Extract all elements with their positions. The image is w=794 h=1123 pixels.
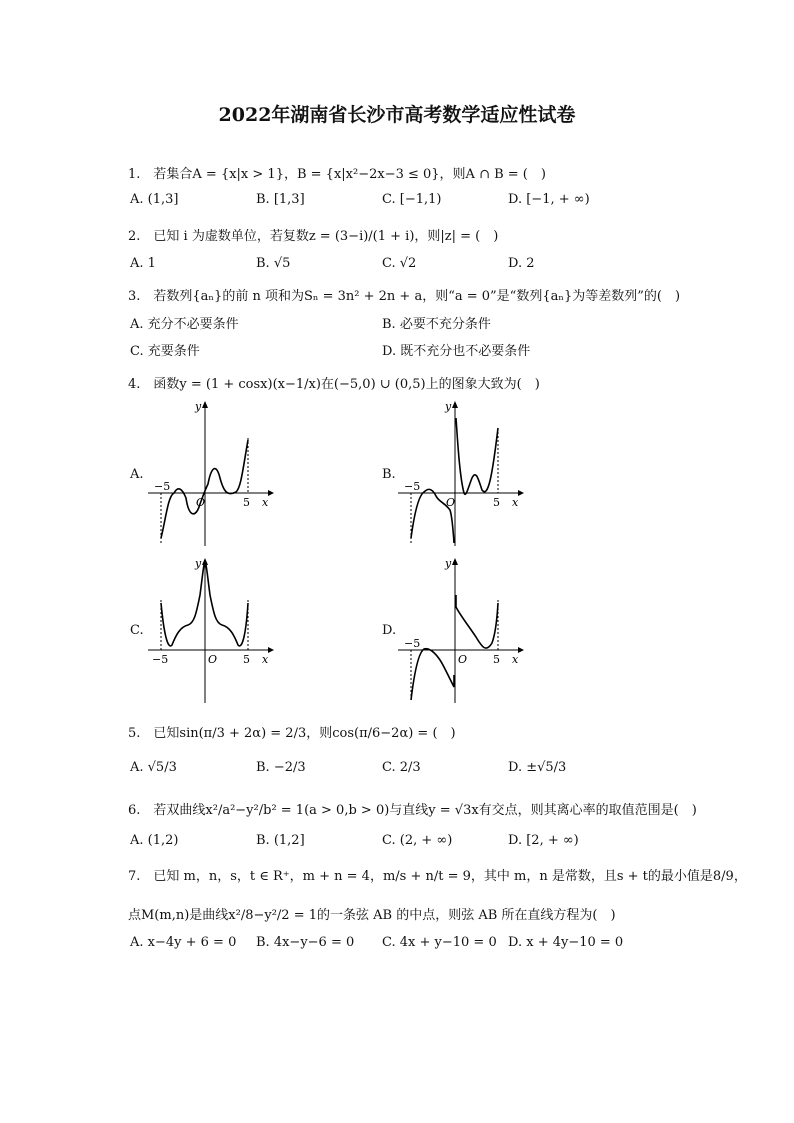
q5-option-d: D. ±√5/3 <box>508 760 567 775</box>
question-5: 5. 已知sin(π/3 + 2α) = 2/3，则cos(π/6−2α) = ( ) <box>128 726 456 741</box>
question-4: 4. 函数y = (1 + cosx)(x−1/x)在(−5,0) ∪ (0,5)上的图象大致为( ) <box>128 377 540 392</box>
graph-b-neg5: −5 <box>404 480 421 493</box>
question-7-cont: 点M(m,n)是曲线x²/8−y²/2 = 1的一条弦 AB 的中点，则弦 AB 所在直线方程为( ) <box>128 908 616 923</box>
graph-b-y-label: y <box>445 400 452 413</box>
q4-option-c: C. <box>130 623 144 638</box>
q3-option-c: C. 充要条件 <box>130 344 200 359</box>
graph-d-origin: O <box>458 653 468 666</box>
q4-option-b: B. <box>382 467 396 482</box>
graph-c-y-label: y <box>195 557 202 570</box>
graph-d-neg5: −5 <box>404 637 421 650</box>
graph-d-x-label: x <box>512 653 519 666</box>
q2-option-c: C. √2 <box>382 256 417 271</box>
q4-option-a: A. <box>130 467 144 482</box>
page-title: 2022年湖南省长沙市高考数学适应性试卷 <box>218 104 576 126</box>
q5-option-a: A. √5/3 <box>130 760 177 775</box>
q1-option-a: A. (1,3] <box>130 192 179 207</box>
q6-option-d: D. [2, + ∞) <box>508 833 579 848</box>
graph-c-origin: O <box>208 653 218 666</box>
q3-option-d: D. 既不充分也不必要条件 <box>382 344 531 359</box>
q6-option-c: C. (2, + ∞) <box>382 833 453 848</box>
q7-option-a: A. x−4y + 6 = 0 <box>130 935 237 950</box>
graph-d-y-label: y <box>445 557 452 570</box>
graph-a-pos5: 5 <box>243 496 250 509</box>
graph-b-origin: O <box>446 496 456 509</box>
q2-option-a: A. 1 <box>130 256 156 271</box>
question-3: 3. 若数列{aₙ}的前 n 项和为Sₙ = 3n² + 2n + a，则“a = 0”是“数列{aₙ}为等差数列”的( ) <box>128 289 681 304</box>
graph-a-y-label: y <box>195 400 202 413</box>
q6-option-a: A. (1,2) <box>130 833 179 848</box>
graph-b-x-label: x <box>512 496 519 509</box>
q1-option-d: D. [−1, + ∞) <box>508 192 590 207</box>
q7-option-d: D. x + 4y−10 = 0 <box>508 935 624 950</box>
q3-option-a: A. 充分不必要条件 <box>130 317 239 332</box>
q7-option-b: B. 4x−y−6 = 0 <box>256 935 355 950</box>
graph-a <box>148 398 278 548</box>
q7-option-c: C. 4x + y−10 = 0 <box>382 935 497 950</box>
graph-a-neg5: −5 <box>154 480 171 493</box>
question-6: 6. 若双曲线x²/a²−y²/b² = 1(a > 0,b > 0)与直线y = √3x有交点，则其离心率的取值范围是( ) <box>128 803 697 818</box>
graph-c-pos5: 5 <box>243 653 250 666</box>
graph-a-x-label: x <box>262 496 269 509</box>
question-7: 7. 已知 m，n，s，t ∈ R⁺，m + n = 4，m/s + n/t = 9，其中 m，n 是常数，且s + t的最小值是8/9， <box>128 869 747 884</box>
graph-c <box>148 555 278 705</box>
q6-option-b: B. (1,2] <box>256 833 305 848</box>
graph-b <box>398 398 528 548</box>
graph-b-pos5: 5 <box>493 496 500 509</box>
q1-option-b: B. [1,3] <box>256 192 305 207</box>
q5-option-c: C. 2/3 <box>382 760 421 775</box>
q2-option-d: D. 2 <box>508 256 535 271</box>
question-1: 1. 若集合A = {x|x > 1}，B = {x|x²−2x−3 ≤ 0}，则A ∩ B = ( ) <box>128 167 546 182</box>
q3-option-b: B. 必要不充分条件 <box>382 317 491 332</box>
graph-d-pos5: 5 <box>493 653 500 666</box>
graph-c-neg5: −5 <box>152 653 169 666</box>
graph-a-origin: O <box>196 496 206 509</box>
q4-option-d: D. <box>382 623 397 638</box>
q1-option-c: C. [−1,1) <box>382 192 442 207</box>
q5-option-b: B. −2/3 <box>256 760 306 775</box>
q2-option-b: B. √5 <box>256 256 291 271</box>
graph-d <box>398 555 528 705</box>
graph-c-x-label: x <box>262 653 269 666</box>
question-2: 2. 已知 i 为虚数单位，若复数z = (3−i)/(1 + i)，则|z| = ( ) <box>128 229 499 244</box>
